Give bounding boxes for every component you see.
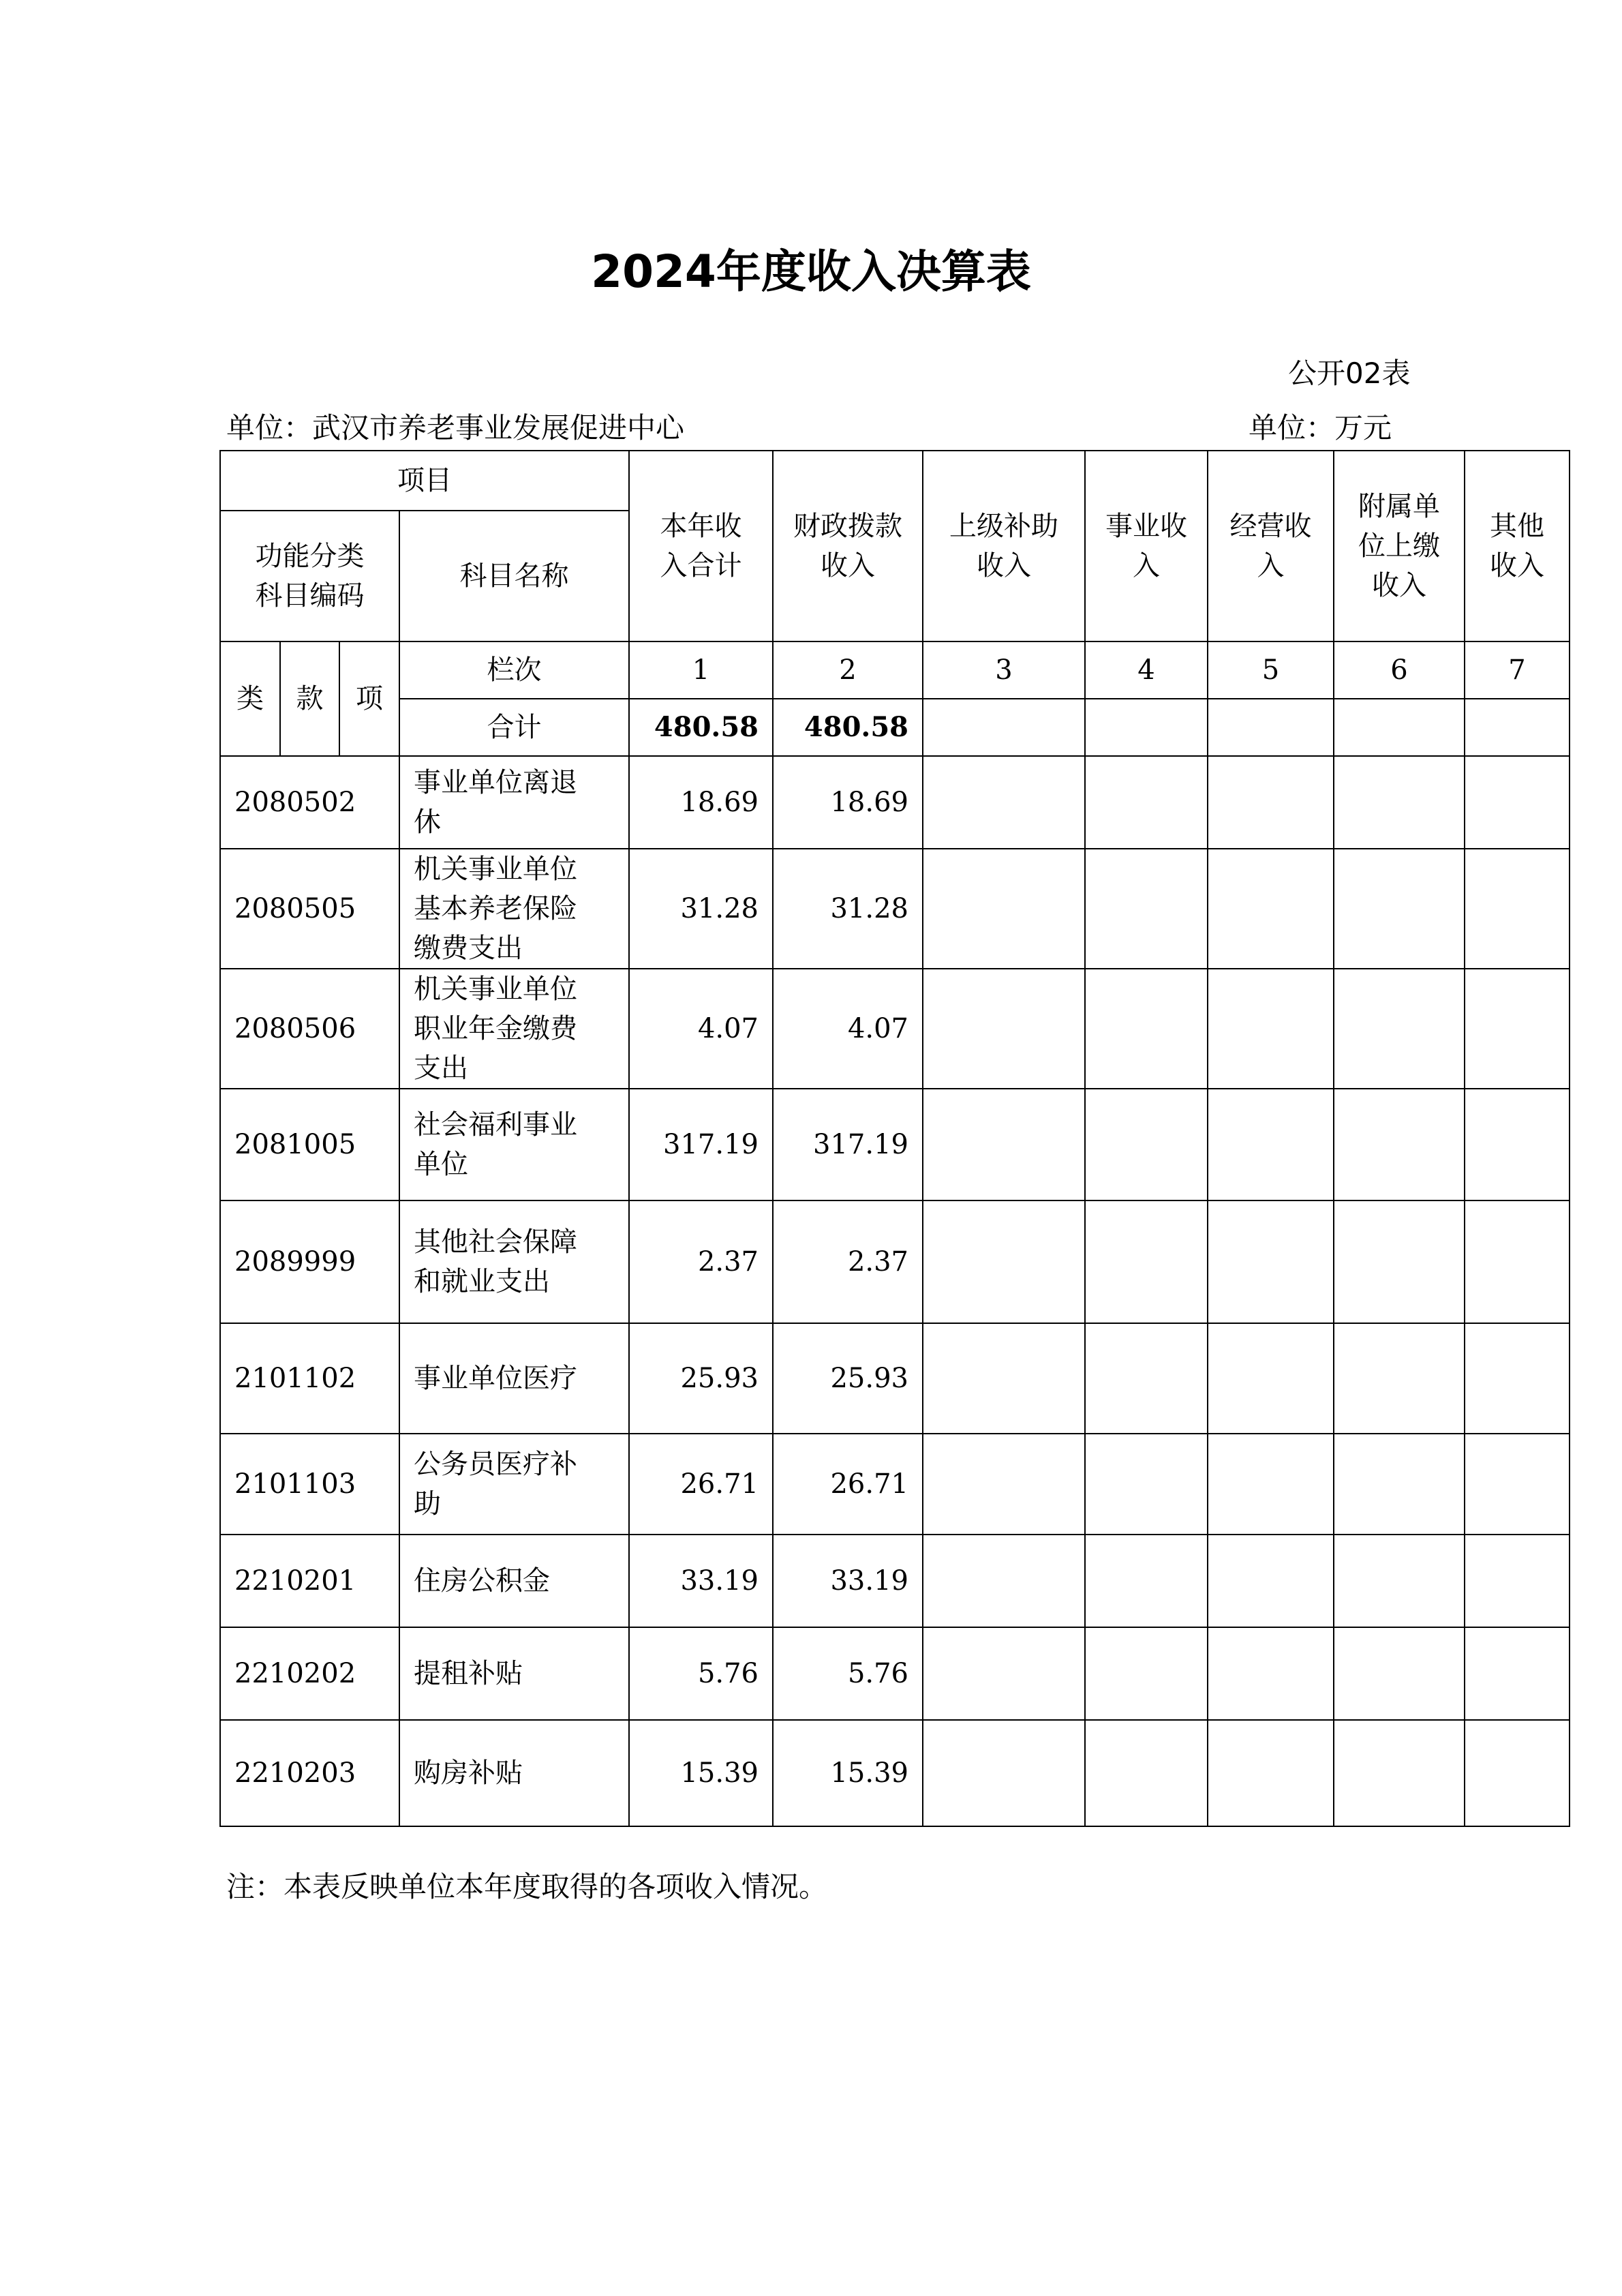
- header-col-6: 附属单 位上缴 收入: [1334, 451, 1465, 641]
- row-other-income: [1465, 849, 1570, 969]
- row-total-income: 15.39: [629, 1720, 773, 1826]
- row-affiliate-income: [1334, 969, 1465, 1089]
- unit-name: 单位：武汉市养老事业发展促进中心: [226, 411, 685, 444]
- table-row: [220, 1089, 1570, 1200]
- row-subject-name: 购房补贴: [399, 1720, 629, 1826]
- row-other-income: [1465, 1089, 1570, 1200]
- total-value-3: [923, 699, 1085, 756]
- row-subject-name: 社会福利事业 单位: [399, 1089, 629, 1200]
- row-other-income: [1465, 1720, 1570, 1826]
- row-superior-subsidy: [923, 849, 1085, 969]
- row-affiliate-income: [1334, 1720, 1465, 1826]
- row-code: 2210202: [220, 1627, 399, 1720]
- row-code: 2080505: [220, 849, 399, 969]
- header-col-7: 其他 收入: [1465, 451, 1570, 641]
- row-code: 2210203: [220, 1720, 399, 1826]
- row-fiscal-income: 317.19: [773, 1089, 923, 1200]
- row-operating-income: [1208, 1434, 1334, 1535]
- total-value-7: [1465, 699, 1570, 756]
- row-operating-income: [1208, 1535, 1334, 1627]
- row-affiliate-income: [1334, 756, 1465, 849]
- row-subject-name: 住房公积金: [399, 1535, 629, 1627]
- row-subject-name: 公务员医疗补 助: [399, 1434, 629, 1535]
- row-total-income: 2.37: [629, 1200, 773, 1323]
- row-other-income: [1465, 1200, 1570, 1323]
- row-other-income: [1465, 1434, 1570, 1535]
- row-fiscal-income: 31.28: [773, 849, 923, 969]
- row-subject-name: 事业单位离退 休: [399, 756, 629, 849]
- table-row: [220, 1535, 1570, 1627]
- row-subject-name: 事业单位医疗: [399, 1323, 629, 1434]
- row-operating-income: [1208, 969, 1334, 1089]
- header-col-1: 本年收 入合计: [629, 451, 773, 641]
- row-code: 2101103: [220, 1434, 399, 1535]
- table-note: 注：本表反映单位本年度取得的各项收入情况。: [226, 1870, 828, 1903]
- col-num-7: 7: [1465, 641, 1570, 699]
- col-num-4: 4: [1085, 641, 1208, 699]
- form-number: 公开02表: [1288, 357, 1411, 390]
- row-fiscal-income: 5.76: [773, 1627, 923, 1720]
- row-total-income: 18.69: [629, 756, 773, 849]
- header-lei: 类: [220, 641, 280, 756]
- row-business-income: [1085, 849, 1208, 969]
- header-col-2: 财政拨款 收入: [773, 451, 923, 641]
- row-subject-name: 其他社会保障 和就业支出: [399, 1200, 629, 1323]
- page-title: 2024年度收入决算表: [591, 245, 1031, 298]
- row-code: 2101102: [220, 1323, 399, 1434]
- row-operating-income: [1208, 1627, 1334, 1720]
- row-fiscal-income: 25.93: [773, 1323, 923, 1434]
- row-code: 2081005: [220, 1089, 399, 1200]
- total-value-1: 480.58: [629, 699, 773, 756]
- row-operating-income: [1208, 1323, 1334, 1434]
- total-row: [220, 699, 1570, 756]
- total-label: 合计: [399, 699, 629, 756]
- header-subject-name: 科目名称: [399, 511, 629, 641]
- row-superior-subsidy: [923, 1089, 1085, 1200]
- row-other-income: [1465, 1535, 1570, 1627]
- row-code: 2210201: [220, 1535, 399, 1627]
- header-project: 项目: [220, 451, 629, 511]
- row-business-income: [1085, 1535, 1208, 1627]
- row-fiscal-income: 4.07: [773, 969, 923, 1089]
- row-code: 2080502: [220, 756, 399, 849]
- row-operating-income: [1208, 849, 1334, 969]
- col-num-1: 1: [629, 641, 773, 699]
- header-col-3: 上级补助 收入: [923, 451, 1085, 641]
- row-superior-subsidy: [923, 1323, 1085, 1434]
- row-affiliate-income: [1334, 849, 1465, 969]
- table-row: [220, 969, 1570, 1089]
- table-row: [220, 1323, 1570, 1434]
- row-superior-subsidy: [923, 1720, 1085, 1826]
- total-value-6: [1334, 699, 1465, 756]
- row-superior-subsidy: [923, 1434, 1085, 1535]
- col-num-2: 2: [773, 641, 923, 699]
- col-num-5: 5: [1208, 641, 1334, 699]
- header-xiang: 项: [339, 641, 399, 756]
- row-other-income: [1465, 1323, 1570, 1434]
- table-row: [220, 1200, 1570, 1323]
- row-superior-subsidy: [923, 1535, 1085, 1627]
- row-code: 2089999: [220, 1200, 399, 1323]
- total-value-2: 480.58: [773, 699, 923, 756]
- row-superior-subsidy: [923, 1200, 1085, 1323]
- row-business-income: [1085, 1627, 1208, 1720]
- header-col-4: 事业收 入: [1085, 451, 1208, 641]
- row-affiliate-income: [1334, 1434, 1465, 1535]
- table-row: [220, 1720, 1570, 1826]
- row-other-income: [1465, 756, 1570, 849]
- row-superior-subsidy: [923, 756, 1085, 849]
- table-row: [220, 1627, 1570, 1720]
- row-affiliate-income: [1334, 1323, 1465, 1434]
- total-value-5: [1208, 699, 1334, 756]
- col-num-6: 6: [1334, 641, 1465, 699]
- header-row-1: [220, 451, 1570, 511]
- row-code: 2080506: [220, 969, 399, 1089]
- row-other-income: [1465, 969, 1570, 1089]
- row-subject-name: 机关事业单位 职业年金缴费 支出: [399, 969, 629, 1089]
- row-superior-subsidy: [923, 969, 1085, 1089]
- row-business-income: [1085, 1434, 1208, 1535]
- row-business-income: [1085, 1200, 1208, 1323]
- header-row-lanci: [220, 641, 1570, 699]
- col-num-3: 3: [923, 641, 1085, 699]
- row-affiliate-income: [1334, 1200, 1465, 1323]
- total-value-4: [1085, 699, 1208, 756]
- header-func-code: 功能分类 科目编码: [220, 511, 399, 641]
- row-affiliate-income: [1334, 1535, 1465, 1627]
- row-business-income: [1085, 1323, 1208, 1434]
- row-subject-name: 提租补贴: [399, 1627, 629, 1720]
- row-affiliate-income: [1334, 1089, 1465, 1200]
- row-operating-income: [1208, 1200, 1334, 1323]
- row-superior-subsidy: [923, 1627, 1085, 1720]
- row-fiscal-income: 18.69: [773, 756, 923, 849]
- header-lanci: 栏次: [399, 641, 629, 699]
- row-total-income: 25.93: [629, 1323, 773, 1434]
- row-business-income: [1085, 1720, 1208, 1826]
- row-total-income: 26.71: [629, 1434, 773, 1535]
- row-other-income: [1465, 1627, 1570, 1720]
- row-total-income: 4.07: [629, 969, 773, 1089]
- row-affiliate-income: [1334, 1627, 1465, 1720]
- row-operating-income: [1208, 1720, 1334, 1826]
- row-business-income: [1085, 1089, 1208, 1200]
- table-row: [220, 849, 1570, 969]
- row-fiscal-income: 15.39: [773, 1720, 923, 1826]
- row-fiscal-income: 33.19: [773, 1535, 923, 1627]
- row-operating-income: [1208, 756, 1334, 849]
- row-fiscal-income: 26.71: [773, 1434, 923, 1535]
- row-fiscal-income: 2.37: [773, 1200, 923, 1323]
- row-business-income: [1085, 969, 1208, 1089]
- unit-measure: 单位：万元: [1249, 411, 1392, 444]
- row-business-income: [1085, 756, 1208, 849]
- row-total-income: 31.28: [629, 849, 773, 969]
- header-kuan: 款: [280, 641, 339, 756]
- row-total-income: 317.19: [629, 1089, 773, 1200]
- table-row: [220, 756, 1570, 849]
- row-total-income: 33.19: [629, 1535, 773, 1627]
- header-col-5: 经营收 入: [1208, 451, 1334, 641]
- row-total-income: 5.76: [629, 1627, 773, 1720]
- row-operating-income: [1208, 1089, 1334, 1200]
- income-table: [219, 450, 1570, 1827]
- row-subject-name: 机关事业单位 基本养老保险 缴费支出: [399, 849, 629, 969]
- table-row: [220, 1434, 1570, 1535]
